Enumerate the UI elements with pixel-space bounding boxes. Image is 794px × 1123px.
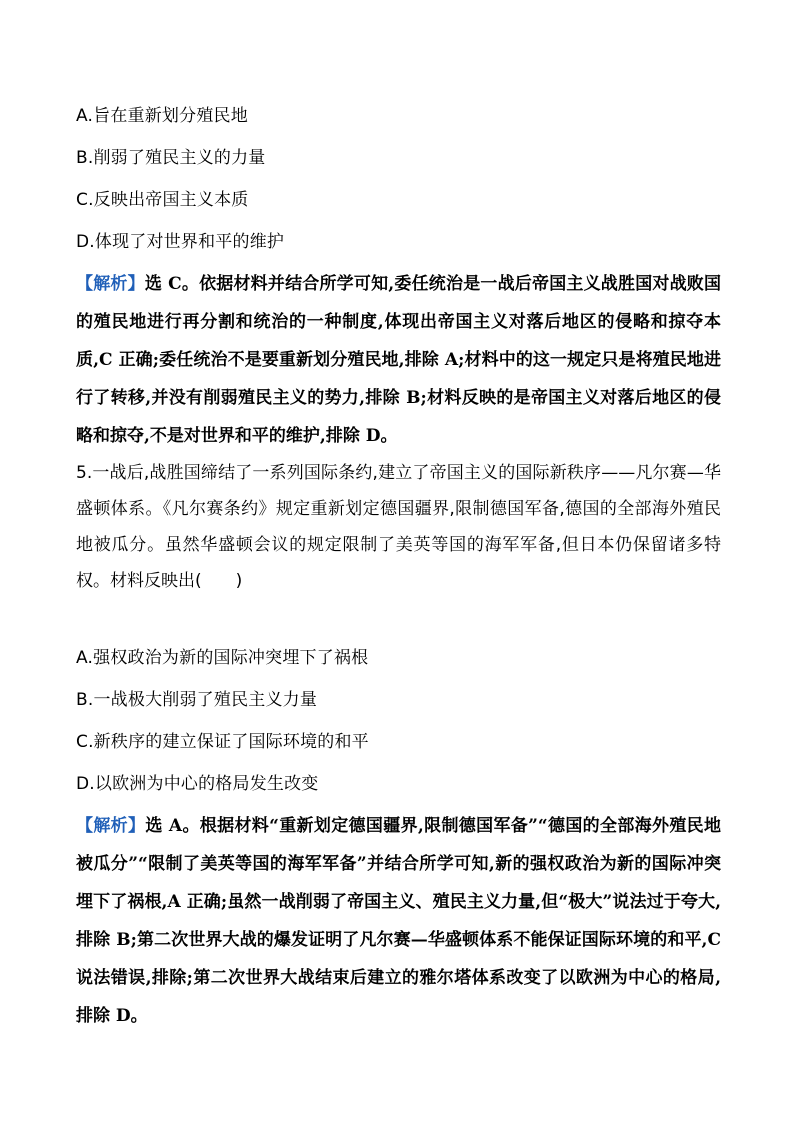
q4-option-c: C.反映出帝国主义本质 — [76, 190, 249, 210]
q5-option-d: D.以欧洲为中心的格局发生改变 — [76, 774, 319, 794]
q4-option-b: B.削弱了殖民主义的力量 — [76, 148, 266, 168]
q4-analysis-text: 选 C。依据材料并结合所学可知,委任统治是一战后帝国主义战胜国对战败国的殖民地进行再分割和统治的一种制度,体现出帝国主义对落后地区的侵略和掠夺本质,C 正确;委任统治不是要重新划分殖民地,排除 A;材料中的这一规定只是将殖民地进行了转移,并没有削弱殖民主义的势力,排除 B;材料反映的是帝国主义对落后地区的侵略和掠夺,不是对世界和平的维护,排除 D。 — [76, 274, 722, 446]
q4-option-d: D.体现了对世界和平的维护 — [76, 232, 285, 252]
q4-analysis-tag: 【解析】 — [76, 274, 145, 294]
q5-stem-text: 5.一战后,战胜国缔结了一系列国际条约,建立了帝国主义的国际新秩序——凡尔赛—华盛顿体系。《凡尔赛条约》规定重新划定德国疆界,限制德国军备,德国的全部海外殖民地被瓜分。虽然华盛顿会议的规定限制了美英等国的海军军备,但日本仍保留诸多特权。材料反映出 — [76, 463, 721, 591]
q5-analysis — [76, 807, 721, 1035]
q4-option-a: A.旨在重新划分殖民地 — [76, 106, 248, 126]
q4-analysis — [76, 265, 721, 455]
q5-option-b: B.一战极大削弱了殖民主义力量 — [76, 690, 318, 710]
q5-option-a: A.强权政治为新的国际冲突埋下了祸根 — [76, 648, 369, 668]
q5-analysis-tag: 【解析】 — [76, 816, 146, 836]
q5-stem — [76, 455, 721, 599]
q5-analysis-text: 选 A。根据材料“重新划定德国疆界,限制德国军备”“德国的全部海外殖民地被瓜分”“限制了美英等国的海军军备”并结合所学可知,新的强权政治为新的国际冲突埋下了祸根,A 正确;虽然一战削弱了帝国主义、殖民主义力量,但“极大”说法过于夸大,排除 B;第二次世界大战的爆发证明了凡尔赛—华盛顿体系不能保证国际环境的和平,C 说法错误,排除;第二次世界大战结束后建立的雅尔塔体系改变了以欧洲为中心的格局,排除 D。 — [76, 816, 722, 1026]
q5-answer-paren: ( ) — [195, 571, 243, 591]
q5-option-c: C.新秩序的建立保证了国际环境的和平 — [76, 732, 369, 752]
